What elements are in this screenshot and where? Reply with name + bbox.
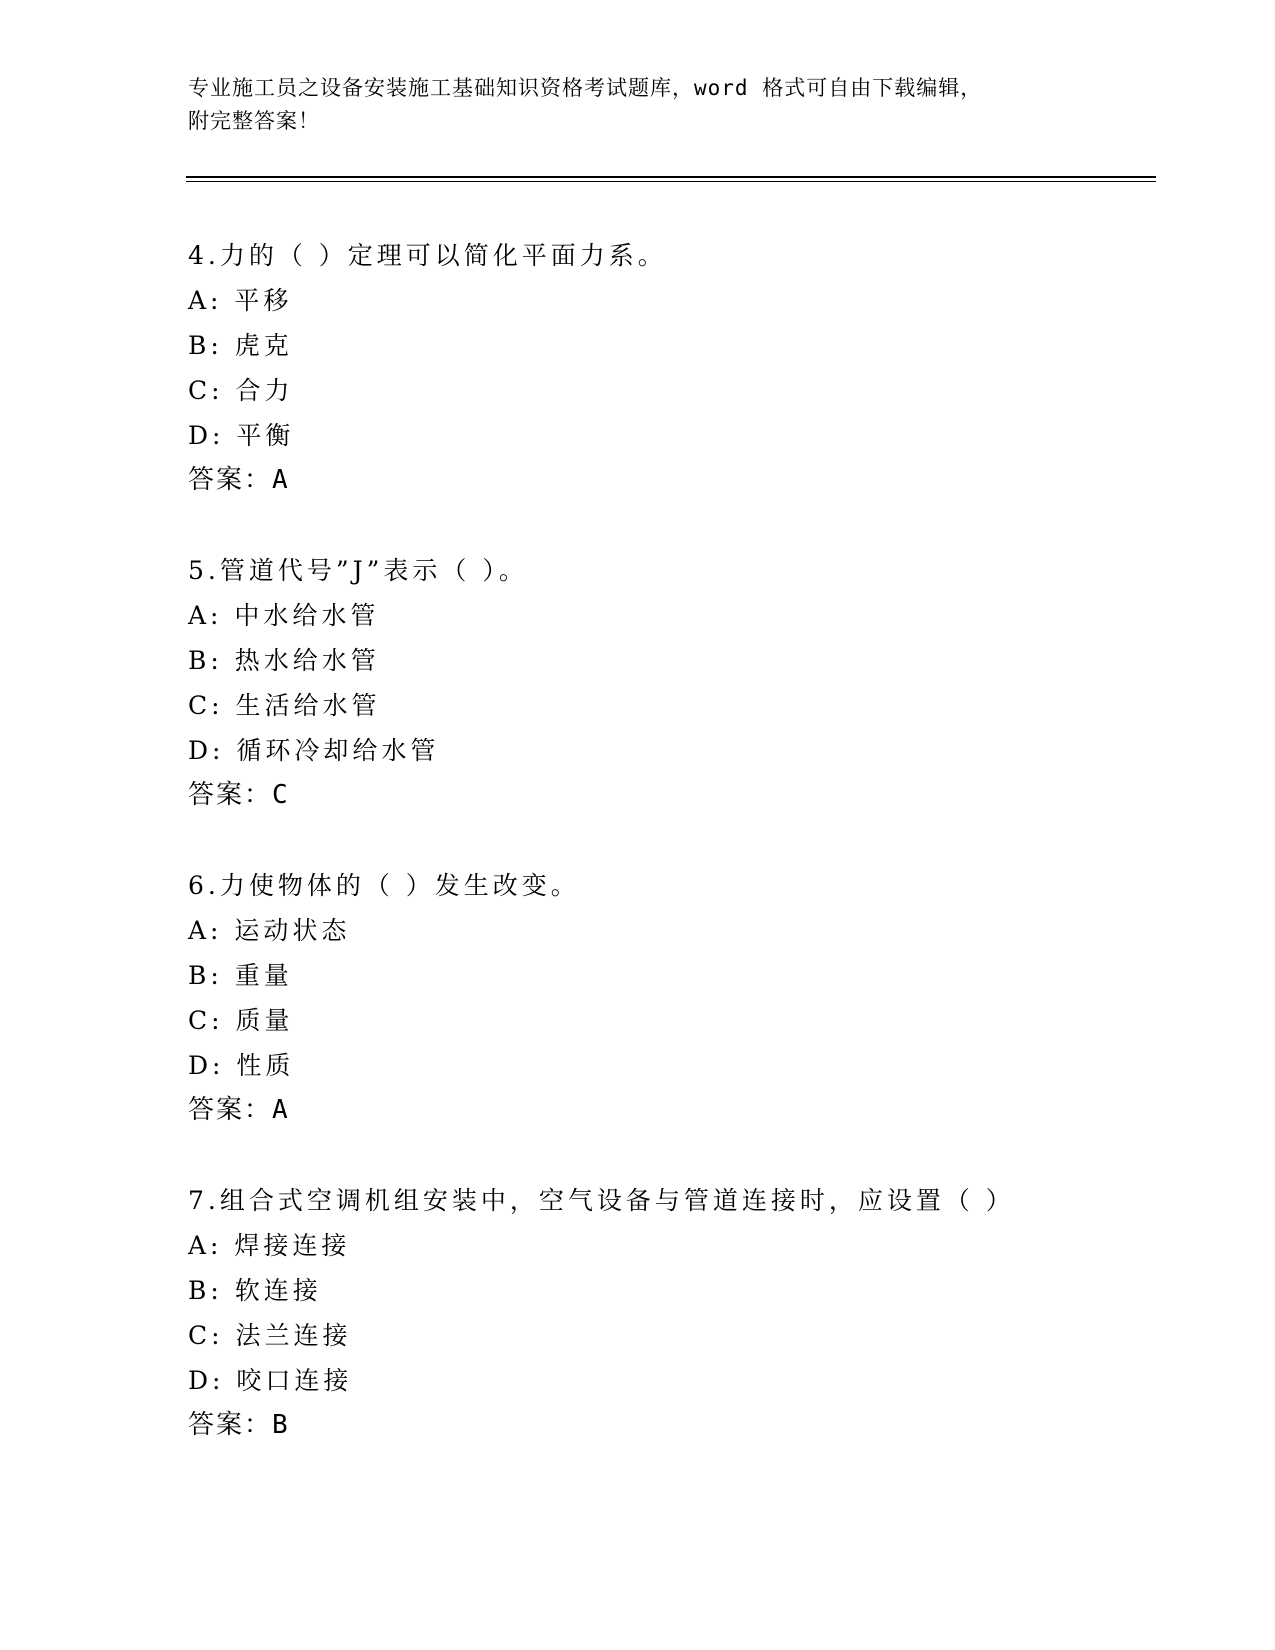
question-stem: 4.力的（ ）定理可以简化平面力系。	[188, 241, 667, 270]
question-stem: 5.管道代号”J”表示（ ）。	[188, 556, 528, 585]
option-a: A: 中水给水管	[188, 601, 380, 630]
answer-line	[188, 1403, 1148, 1448]
option-d: D: 咬口连接	[188, 1366, 353, 1395]
answer-line	[188, 458, 1148, 503]
answer-value: B	[272, 1410, 288, 1440]
answer-value: C	[272, 780, 288, 810]
option-d: D: 循环冷却给水管	[188, 736, 440, 765]
option-b: B: 重量	[188, 961, 293, 990]
question-7	[188, 1178, 1148, 1448]
answer-label: 答案：	[188, 780, 273, 810]
question-4	[188, 233, 1148, 503]
answer-label: 答案：	[188, 1095, 273, 1125]
option-a: A: 焊接连接	[188, 1231, 351, 1260]
header-divider-thin	[186, 181, 1156, 182]
question-stem: 7.组合式空调机组安装中，空气设备与管道连接时，应设置（ ）	[188, 1186, 1015, 1215]
question-6	[188, 863, 1148, 1133]
option-b: B: 软连接	[188, 1276, 322, 1305]
answer-line	[188, 773, 1148, 818]
answer-value: A	[272, 1095, 288, 1125]
option-c: C: 合力	[188, 376, 294, 405]
option-b: B: 热水给水管	[188, 646, 380, 675]
option-d: D: 性质	[188, 1051, 295, 1080]
answer-label: 答案：	[188, 465, 273, 495]
header-line-2: 附完整答案！	[188, 109, 320, 133]
header-line-1: 专业施工员之设备安装施工基础知识资格考试题库，word 格式可自由下载编辑，	[188, 76, 983, 100]
answer-value: A	[272, 465, 288, 495]
option-c: C: 质量	[188, 1006, 294, 1035]
document-header	[188, 72, 1088, 138]
header-divider-thick	[186, 176, 1156, 178]
option-a: A: 运动状态	[188, 916, 351, 945]
question-stem: 6.力使物体的（ ）发生改变。	[188, 871, 580, 900]
answer-line	[188, 1088, 1148, 1133]
option-a: A: 平移	[188, 286, 293, 315]
option-c: C: 法兰连接	[188, 1321, 352, 1350]
option-c: C: 生活给水管	[188, 691, 381, 720]
answer-label: 答案：	[188, 1410, 273, 1440]
question-5	[188, 548, 1148, 818]
option-d: D: 平衡	[188, 421, 295, 450]
option-b: B: 虎克	[188, 331, 293, 360]
